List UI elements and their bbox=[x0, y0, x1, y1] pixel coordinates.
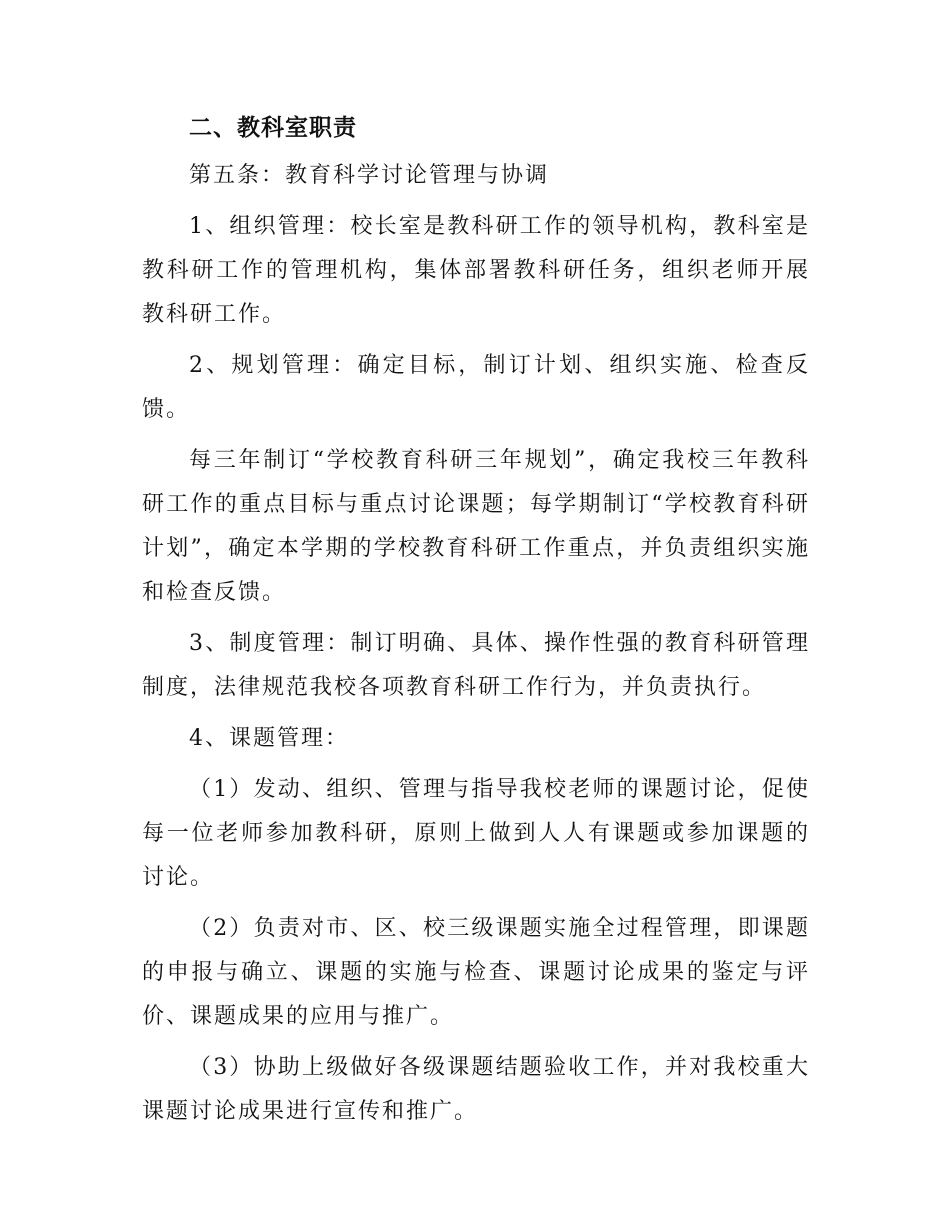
document-body bbox=[142, 108, 810, 1141]
section-heading: 二、教科室职责 bbox=[189, 115, 357, 141]
paragraph-topic-item-1: （1）发动、组织、管理与指导我校老师的课题讨论，促使每一位老师参加教科研，原则上做到人人有课题或参加课题的讨论。 bbox=[142, 777, 810, 890]
paragraph-planning-management: 2、规划管理：确定目标，制订计划、组织实施、检查反馈。 bbox=[142, 353, 810, 422]
paragraph-planning-detail: 每三年制订“学校教育科研三年规划”，确定我校三年教科研工作的重点目标与重点讨论课题；每学期制订“学校教育科研计划”，确定本学期的学校教育科研工作重点，并负责组织实施和检查反馈。 bbox=[142, 448, 810, 605]
paragraph-topic-management: 4、课题管理： bbox=[189, 726, 349, 751]
paragraph-article-5: 第五条：教育科学讨论管理与协调 bbox=[189, 163, 550, 188]
paragraph-organization-management: 1、组织管理：校长室是教科研工作的领导机构，教科室是教科研工作的管理机构，集体部署教科研任务，组织老师开展教科研工作。 bbox=[142, 214, 810, 327]
paragraph-topic-item-3: （3）协助上级做好各级课题结题验收工作，并对我校重大课题讨论成果进行宣传和推广。 bbox=[142, 1055, 810, 1124]
paragraph-system-management: 3、制度管理：制订明确、具体、操作性强的教育科研管理制度，法律规范我校各项教育科研工作行为，并负责执行。 bbox=[142, 631, 810, 700]
paragraph-topic-item-2: （2）负责对市、区、校三级课题实施全过程管理，即课题的申报与确立、课题的实施与检查、课题讨论成果的鉴定与评价、课题成果的应用与推广。 bbox=[142, 916, 810, 1029]
